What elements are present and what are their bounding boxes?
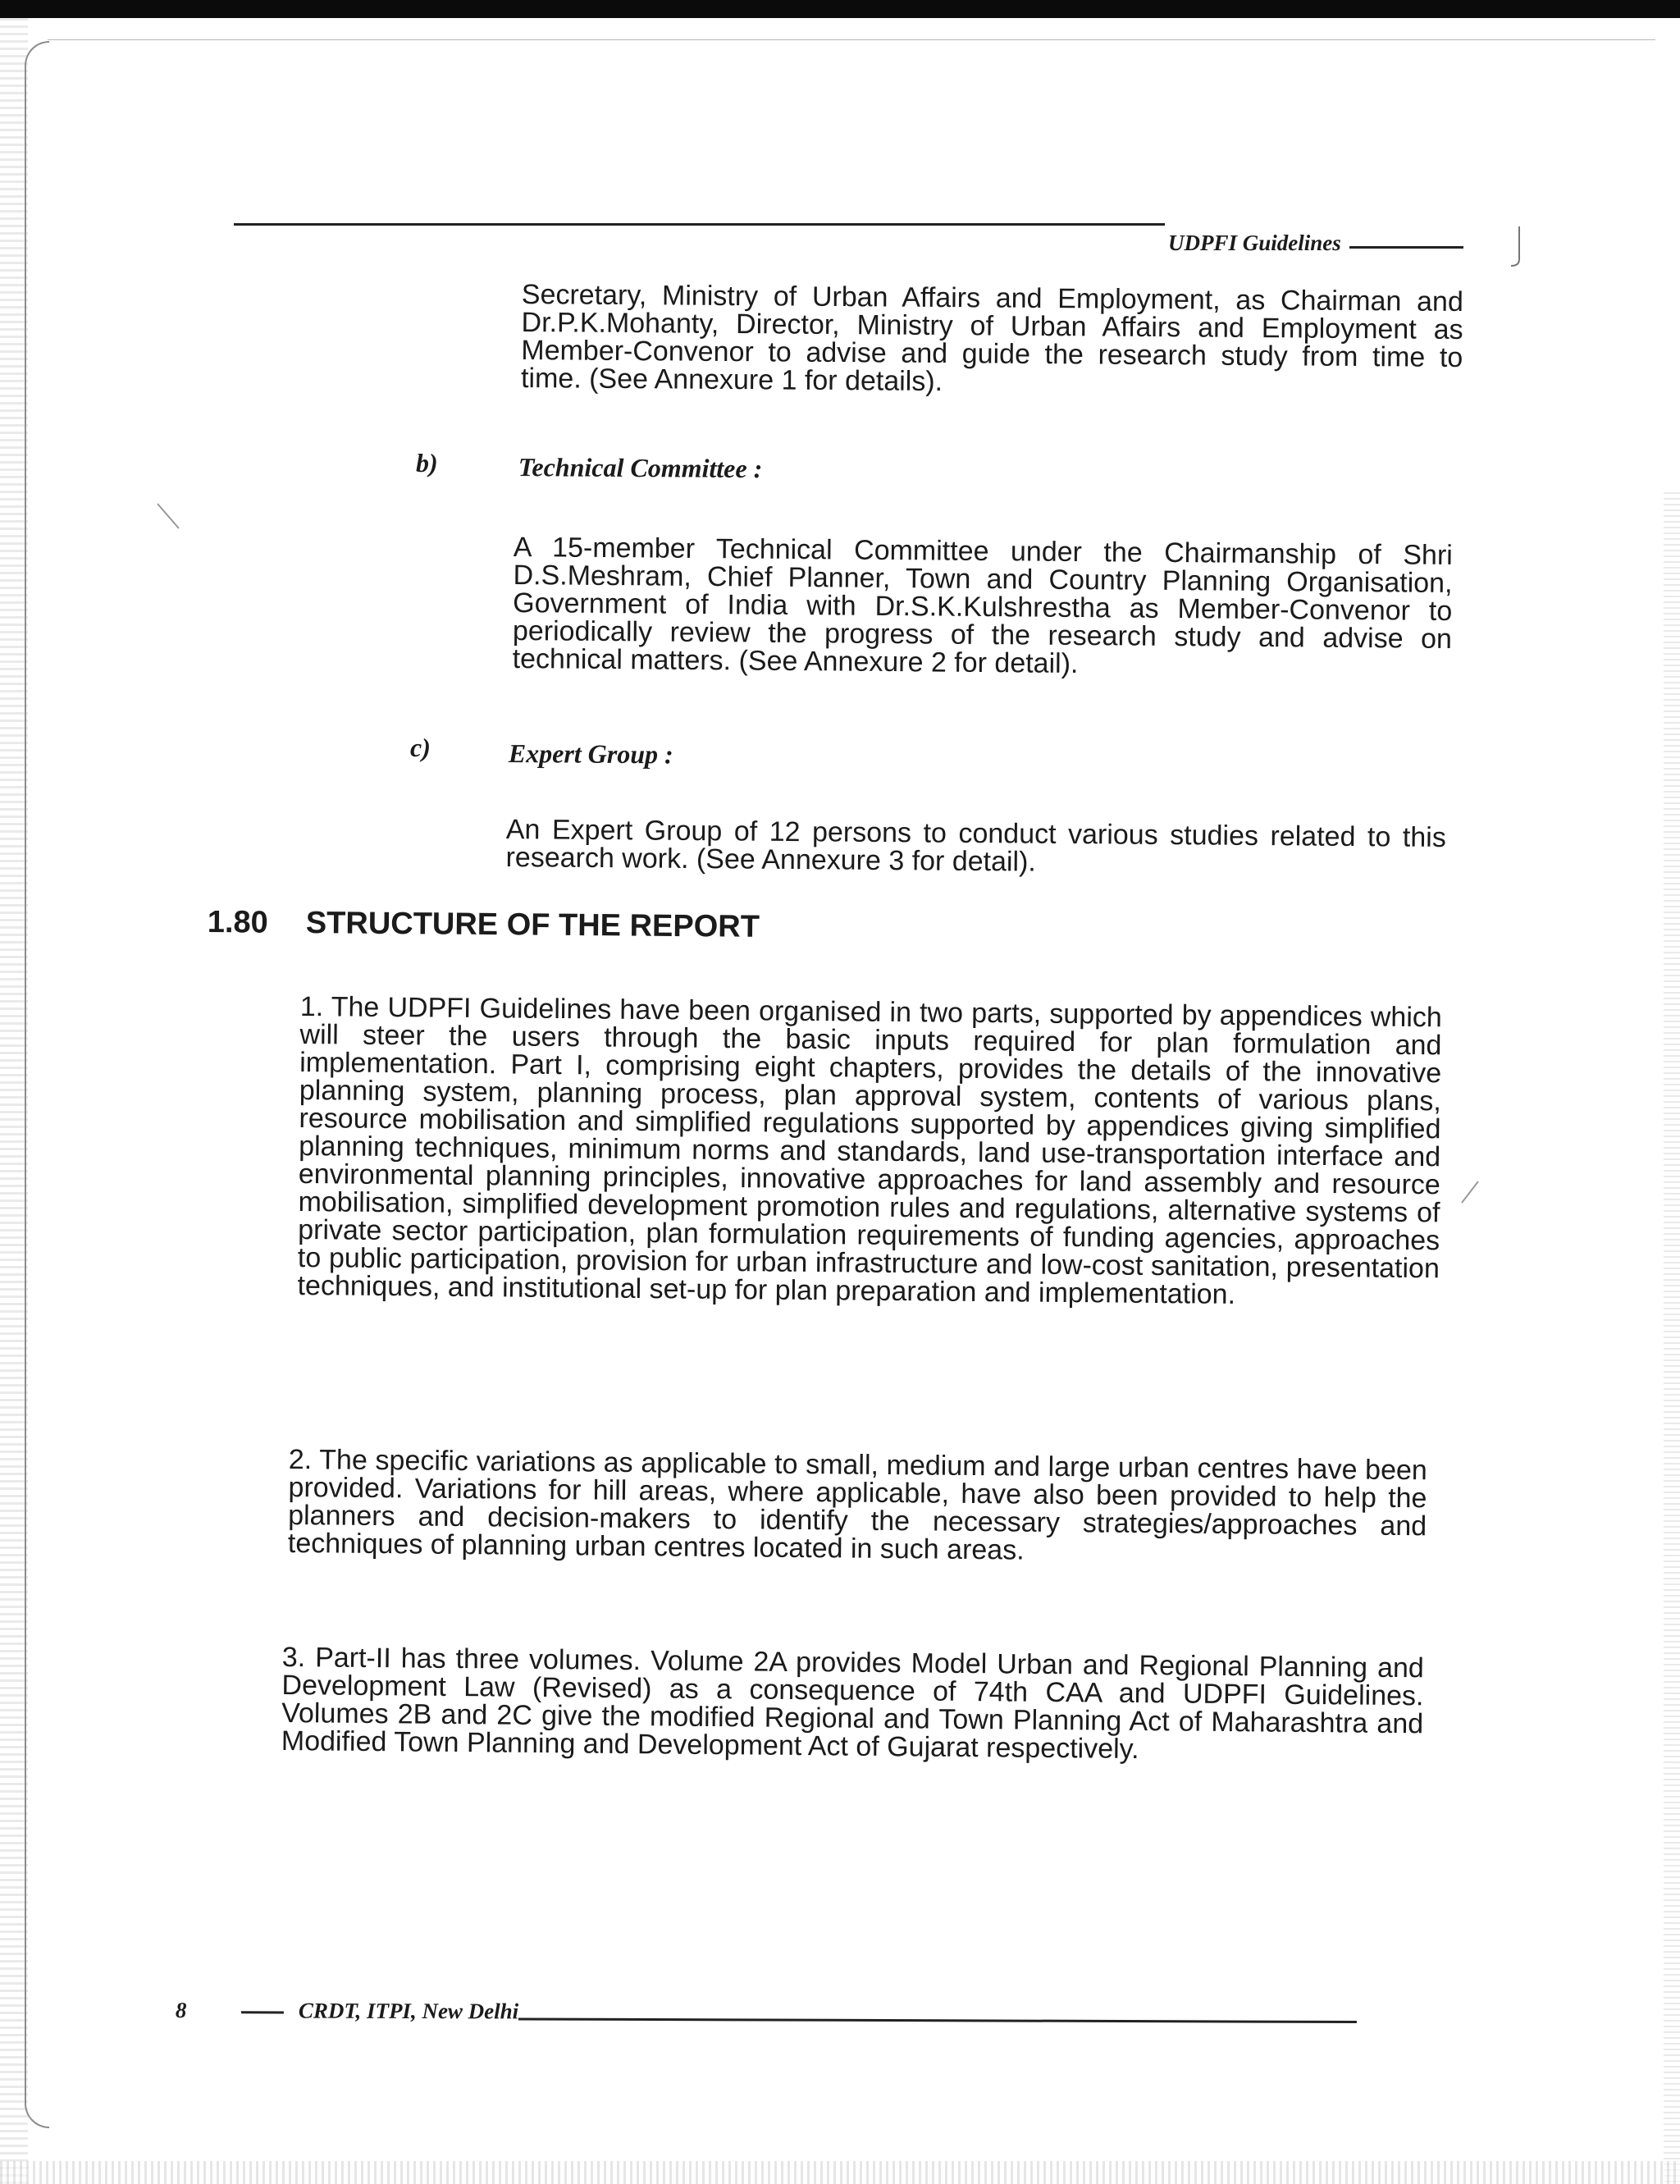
section-paragraph-1 — [297, 993, 1442, 1310]
paragraph-text: A 15-member Technical Committee under the Chairmanship of Shri D.S.Meshram, Chief Planner, Town and Country Planning Organisation, Government of India with Dr.S.K.Kulshrestha as Member-Convenor to periodically review the progress of the research study and advise on technical matters. (See Annexure 2 for detail). — [512, 532, 1453, 680]
page-top-edge — [48, 39, 1655, 40]
section-paragraph-2 — [288, 1446, 1427, 1568]
running-head-title: UDPFI Guidelines — [1168, 231, 1341, 255]
paragraph-text: 3. Part-II has three volumes. Volume 2A provides Model Urban and Regional Planning and Development Law (Revised) as a consequence of 74th CAA and UDPFI Guidelines. Volumes 2B and 2C give the modified Regional and Town Planning Act of Maharashtra and Modified Town Planning and Development Act of Gujarat respectively. — [281, 1642, 1424, 1766]
scan-edge-left — [0, 18, 28, 2184]
section-paragraph-3 — [281, 1643, 1424, 1766]
scan-edge-right — [1664, 492, 1680, 2184]
footer-rule — [518, 2017, 1357, 2023]
footer-publisher: CRDT, ITPI, New Delhi — [298, 1998, 519, 2024]
item-title-technical-committee: Technical Committee : — [518, 452, 763, 484]
scan-top-band — [0, 0, 1680, 18]
running-head-rule — [1349, 246, 1463, 249]
footer-dash — [241, 2011, 284, 2013]
paragraph-text: An Expert Group of 12 persons to conduct various studies related to this research work. (See Annexure 3 for detail). — [505, 814, 1446, 878]
page-footer — [176, 1998, 1357, 2027]
section-number: 1.80 — [207, 905, 268, 940]
scan-stroke-mark — [1457, 1178, 1481, 1211]
paragraph-text: Secretary, Ministry of Urban Affairs and Employment, as Chairman and Dr.P.K.Mohanty, Director, Ministry of Urban Affairs and Employment as Member-Convenor to advise and guide the research study from time to time. (See Annexure 1 for details). — [520, 279, 1463, 398]
item-text-technical-committee — [513, 533, 1453, 681]
section-heading — [208, 905, 760, 945]
section-title: STRUCTURE OF THE REPORT — [305, 906, 760, 944]
page-number: 8 — [175, 1998, 187, 2023]
scan-edge-bottom — [0, 2161, 1680, 2184]
paragraph-text: 2. The specific variations as applicable to small, medium and large urban centres have been provided. Variations for hill areas, where applicable, have also been provided to help the planners and decision-makers to identify the necessary strategies/approaches and techniques of planning urban centres located in such areas. — [287, 1444, 1427, 1566]
continued-paragraph — [521, 281, 1463, 400]
scan-stroke-mark — [154, 500, 187, 533]
paragraph-text: 1. The UDPFI Guidelines have been organised in two parts, supported by appendices which will steer the users through the basic inputs required for plan formulation and implementation. Part I, comprising eight chapters, provides the details of the innovative planning system, planning process, plan approval system, contents of various plans, resource mobilisation and simplified regulations supported by appendices giving simplified planning techniques, minimum norms and standards, land use-transportation interface and environmental planning principles, innovative approaches for land assembly and resource mobilisation, simplified development promotion rules and regulations, alternative systems of private sector participation, plan formulation requirements of funding agencies, approaches to public participation, provision for urban infrastructure and low-cost sanitation, presentation techniques, and institutional set-up for plan preparation and implementation. — [297, 991, 1442, 1310]
item-title-expert-group: Expert Group : — [508, 738, 673, 770]
header-rule — [234, 223, 1165, 226]
scan-bracket-mark — [1501, 223, 1526, 272]
page-edge-curve — [25, 41, 49, 2128]
item-label-b: b) — [416, 448, 438, 477]
running-head — [1168, 231, 1463, 256]
item-label-c: c) — [410, 733, 431, 762]
item-text-expert-group — [505, 816, 1446, 880]
